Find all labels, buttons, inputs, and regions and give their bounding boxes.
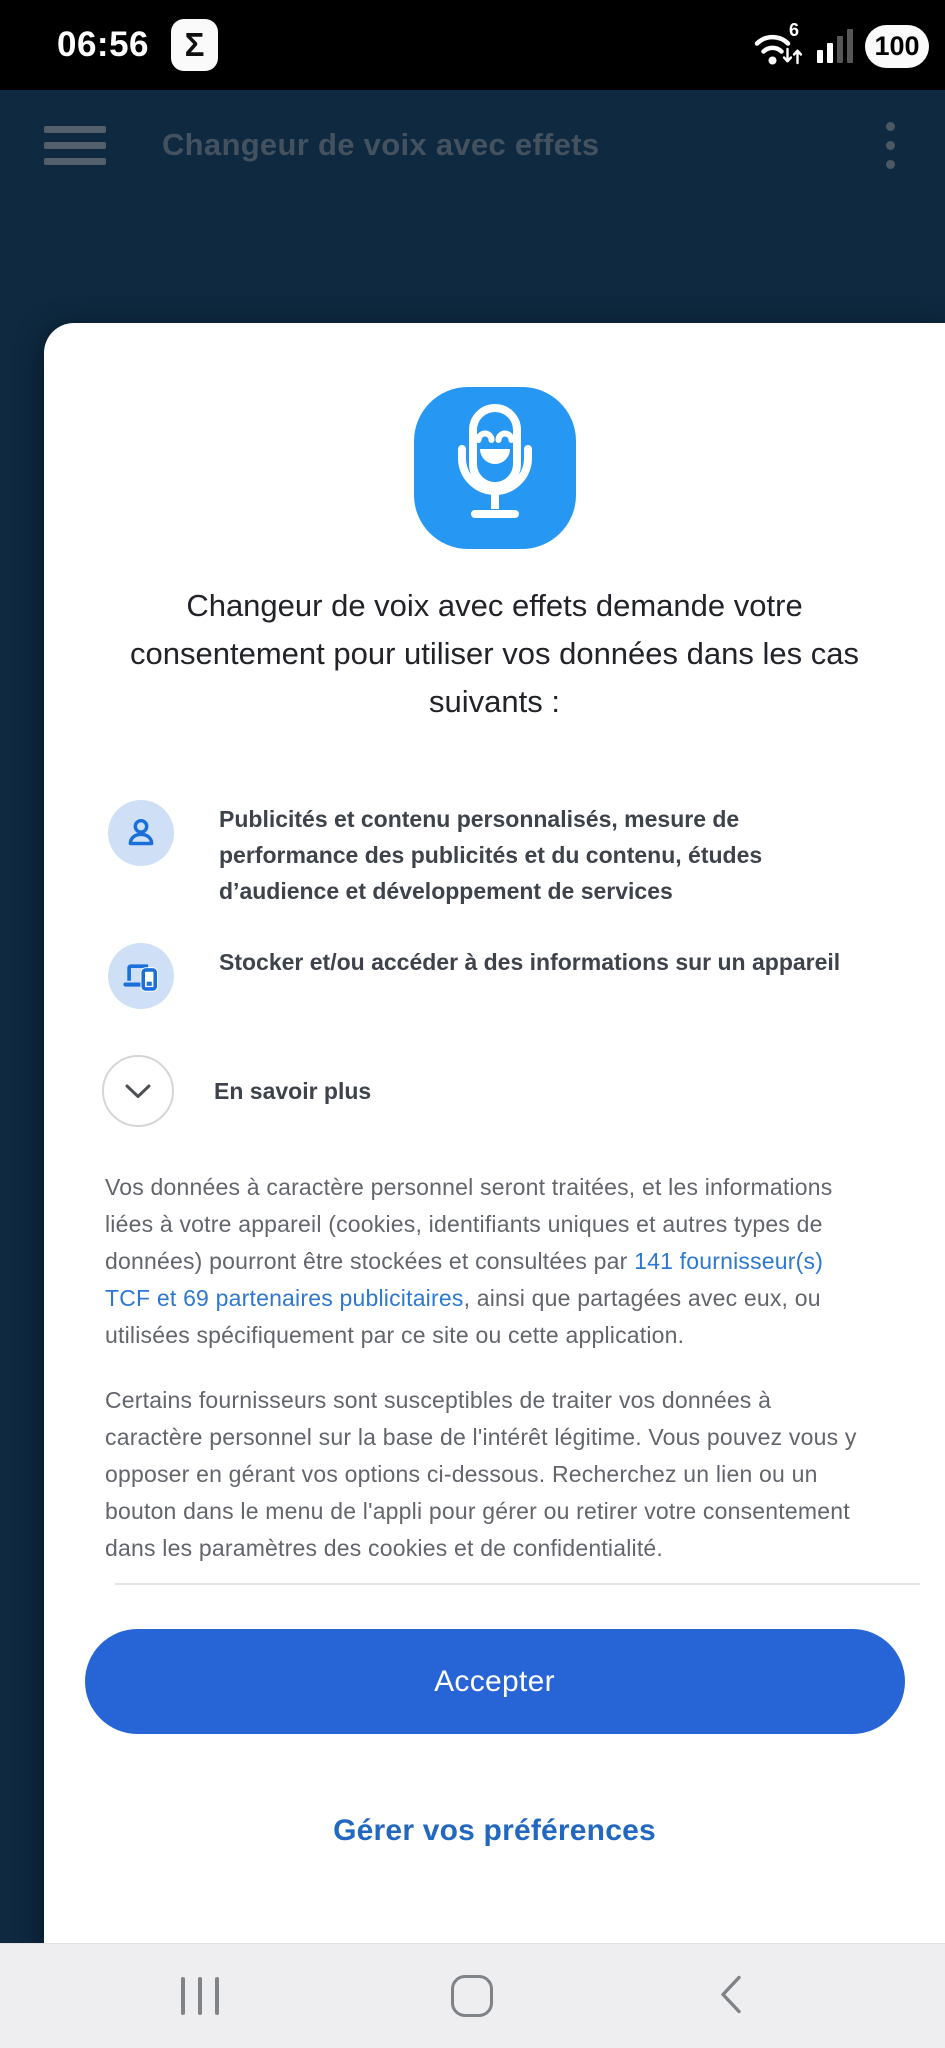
- kebab-menu-icon[interactable]: [880, 116, 901, 175]
- chevron-down-icon: [102, 1055, 174, 1127]
- purpose-text: Publicités et contenu personnalisés, mesure de performance des publicités et du contenu, études d’audience et développement de services: [219, 806, 763, 904]
- manage-preferences-link[interactable]: Gérer vos préférences: [333, 1814, 656, 1847]
- person-icon: [108, 800, 174, 866]
- app-header: [0, 100, 945, 190]
- purpose-list: [44, 800, 945, 1009]
- purpose-row-personalised-ads: [108, 800, 945, 909]
- consent-paragraph-1: [105, 1169, 863, 1354]
- wifi-6-icon: [749, 21, 805, 69]
- status-bar: [0, 0, 945, 90]
- paragraph-text: , ainsi que partagées avec eux, ou utilisées spécifiquement par ce site ou cette application.: [105, 1285, 821, 1348]
- purpose-text: Stocker et/ou accéder à des informations sur un appareil: [219, 949, 841, 975]
- app-title: Changeur de voix avec effets: [162, 127, 600, 162]
- mic-smiley-app-icon: [414, 387, 576, 549]
- purpose-row-store-access: [108, 943, 945, 1009]
- learn-more-expander[interactable]: [102, 1055, 371, 1127]
- back-icon[interactable]: [719, 1975, 743, 2018]
- cell-signal-icon: [817, 29, 853, 69]
- battery-pill: 100: [865, 25, 929, 68]
- learn-more-label: En savoir plus: [214, 1077, 372, 1104]
- divider: [115, 1583, 920, 1585]
- sigma-app-icon: Σ: [171, 19, 218, 71]
- consent-paragraph-2: Certains fournisseurs sont susceptibles de traiter vos données à caractère personnel sur la base de l'intérêt légitime. Vous pouvez vous y opposer en gérant vos options ci-dessous. Recherchez un lien ou un bouton dans le menu de l'appli pour gérer ou retirer votre consentement dans les paramètres des cookies et de confidentialité.: [105, 1387, 857, 1561]
- paragraph-text: Vos données à caractère personnel seront traitées, et les informations liées à votre appareil (cookies, identifiants uniques et autres types de données) pourront être stockées et consultées par: [105, 1174, 833, 1274]
- android-nav-bar: [0, 1943, 945, 2048]
- recents-icon[interactable]: [181, 1977, 219, 2015]
- accept-button[interactable]: Accepter: [85, 1629, 905, 1734]
- clock: 06:56: [57, 25, 150, 64]
- wifi-generation-label: 6: [789, 21, 800, 40]
- tcf-vendors-link[interactable]: 141 fournisseur(s) TCF et 69 partenaires publicitaires: [105, 1248, 824, 1311]
- hamburger-menu-icon[interactable]: [44, 126, 106, 165]
- devices-icon: [108, 943, 174, 1009]
- home-icon[interactable]: [451, 1975, 493, 2017]
- dimmed-app-background: [0, 90, 945, 1943]
- status-indicators: [749, 21, 929, 69]
- consent-dialog: [44, 323, 945, 2011]
- dialog-title: Changeur de voix avec effets demande votre consentement pour utiliser vos données dans les cas suivants :: [130, 588, 859, 719]
